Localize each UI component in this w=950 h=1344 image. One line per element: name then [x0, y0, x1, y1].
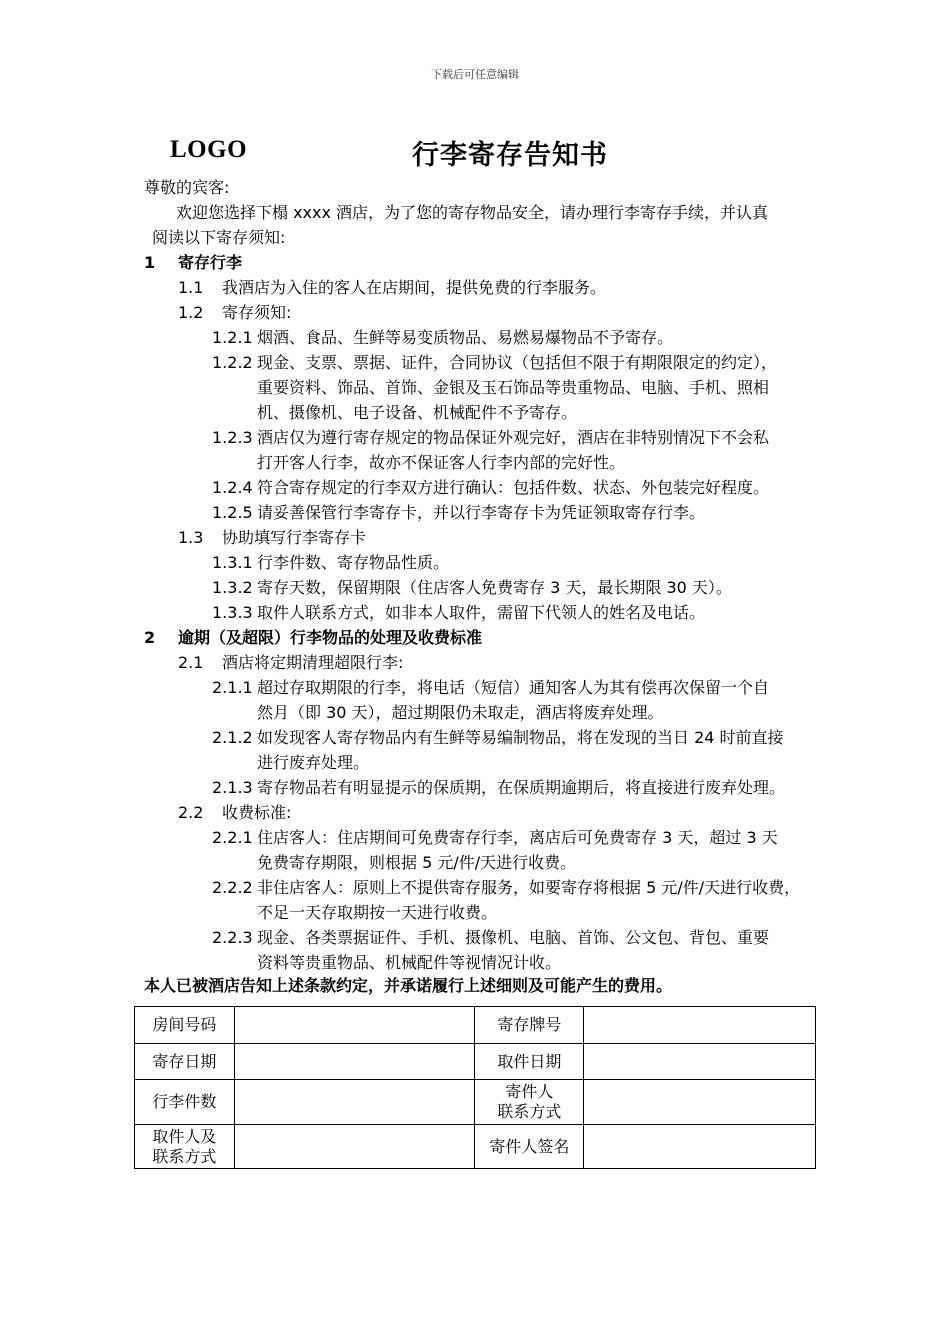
- clause-number: 2.2: [178, 803, 204, 822]
- table-row: [135, 1007, 816, 1044]
- clause-number: 1.1: [178, 278, 204, 297]
- section-1-title: 寄存行李: [178, 253, 243, 272]
- clause-text: 收费标准:: [222, 803, 292, 822]
- clause-number: 2.1.3: [212, 778, 253, 797]
- item-count-field[interactable]: [234, 1080, 475, 1125]
- clause-number: 1.3.3: [212, 603, 253, 622]
- clause-number: 2.1: [178, 653, 204, 672]
- clause-number: 2.1.2: [212, 728, 253, 747]
- tag-number-label: 寄存牌号: [475, 1007, 584, 1044]
- clause-text: 进行废弃处理。: [257, 753, 370, 772]
- clause-number: 1.2.2: [212, 353, 253, 372]
- deposit-form-table: [134, 1006, 816, 1169]
- deposit-date-label: 寄存日期: [135, 1044, 235, 1080]
- pickup-date-field[interactable]: [584, 1044, 816, 1080]
- intro-line-1: 欢迎您选择下榻 xxxx 酒店，为了您的寄存物品安全，请办理行李寄存手续，并认真: [176, 203, 769, 222]
- clause-text: 寄存天数，保留期限（住店客人免费寄存 3 天，最长期限 30 天）。: [257, 578, 732, 597]
- clause-text: 机、摄像机、电子设备、机械配件不予寄存。: [257, 403, 578, 422]
- clause-number: 1.2: [178, 303, 204, 322]
- clause-text: 协助填写行李寄存卡: [222, 528, 367, 547]
- pickup-person-label: [135, 1125, 235, 1169]
- clause-text: 不足一天存取期按一天进行收费。: [257, 903, 498, 922]
- clause-text: 现金、支票、票据、证件，合同协议（包括但不限于有期限限定的约定），: [257, 353, 778, 372]
- clause-text: 重要资料、饰品、首饰、金银及玉石饰品等贵重物品、电脑、手机、照相: [257, 378, 770, 397]
- logo-text: LOGO: [170, 136, 248, 163]
- section-2-title: 逾期（及超限）行李物品的处理及收费标准: [178, 628, 483, 647]
- clause-text: 非住店客人：原则上不提供寄存服务，如要寄存将根据 5 元/件/天进行收费，: [257, 878, 801, 897]
- depositor-contact-label-line-2: 联系方式: [497, 1102, 562, 1121]
- clause-text: 寄存物品若有明显提示的保质期，在保质期逾期后，将直接进行废弃处理。: [257, 778, 786, 797]
- clause-number: 2.2.3: [212, 928, 253, 947]
- depositor-signature-field[interactable]: [584, 1125, 816, 1169]
- clause-number: 2.1.1: [212, 678, 253, 697]
- clause-text: 酒店将定期清理超限行李:: [222, 653, 404, 672]
- clause-text: 请妥善保管行李寄存卡，并以行李寄存卡为凭证领取寄存行李。: [257, 503, 706, 522]
- clause-text: 如发现客人寄存物品内有生鲜等易编制物品，将在发现的当日 24 时前直接: [257, 728, 784, 747]
- clause-number: 1.2.4: [212, 478, 253, 497]
- clause-text: 寄存须知:: [222, 303, 292, 322]
- clause-text: 取件人联系方式，如非本人取件，需留下代领人的姓名及电话。: [257, 603, 706, 622]
- table-row: [135, 1125, 816, 1169]
- clause-text: 行李件数、寄存物品性质。: [257, 553, 450, 572]
- clause-text: 打开客人行李，故亦不保证客人行李内部的完好性。: [257, 453, 626, 472]
- section-1-number: 1: [144, 253, 156, 272]
- pickup-person-label-line-2: 联系方式: [152, 1146, 217, 1166]
- clause-number: 2.2.2: [212, 878, 253, 897]
- clause-text: 符合寄存规定的行李双方进行确认：包括件数、状态、外包装完好程度。: [257, 478, 770, 497]
- document-title: 行李寄存告知书: [412, 140, 608, 171]
- section-2-number: 2: [144, 628, 156, 647]
- clause-text: 然月（即 30 天），超过期限仍未取走，酒店将废弃处理。: [257, 703, 664, 722]
- pickup-person-field[interactable]: [234, 1125, 475, 1169]
- depositor-contact-label: [475, 1080, 584, 1125]
- clause-text: 我酒店为入住的客人在店期间，提供免费的行李服务。: [222, 278, 607, 297]
- depositor-contact-label-line-1: 寄件人: [505, 1082, 554, 1101]
- clause-number: 1.2.5: [212, 503, 253, 522]
- table-row: [135, 1044, 816, 1080]
- acknowledgement: 本人已被酒店告知上述条款约定，并承诺履行上述细则及可能产生的费用。: [144, 976, 673, 995]
- clause-text: 免费寄存期限，则根据 5 元/件/天进行收费。: [257, 853, 577, 872]
- depositor-signature-label: 寄件人签名: [475, 1125, 584, 1169]
- clause-text: 资料等贵重物品、机械配件等视情况计收。: [257, 953, 562, 972]
- greeting: 尊敬的宾客:: [144, 178, 230, 197]
- deposit-date-field[interactable]: [234, 1044, 475, 1080]
- intro-line-2: 阅读以下寄存须知:: [152, 228, 286, 247]
- clause-number: 1.2.1: [212, 328, 253, 347]
- item-count-label: 行李件数: [135, 1080, 235, 1125]
- clause-number: 2.2.1: [212, 828, 253, 847]
- room-number-label: 房间号码: [135, 1007, 235, 1044]
- clause-text: 烟酒、食品、生鲜等易变质物品、易燃易爆物品不予寄存。: [257, 328, 674, 347]
- tag-number-field[interactable]: [584, 1007, 816, 1044]
- clause-number: 1.3.2: [212, 578, 253, 597]
- clause-text: 酒店仅为遵行寄存规定的物品保证外观完好，酒店在非特别情况下不会私: [257, 428, 770, 447]
- pickup-person-label-line-1: 取件人及: [152, 1126, 217, 1146]
- clause-text: 住店客人：住店期间可免费寄存行李，离店后可免费寄存 3 天，超过 3 天: [257, 828, 778, 847]
- pickup-date-label: 取件日期: [475, 1044, 584, 1080]
- clause-number: 1.3: [178, 528, 204, 547]
- header-note: 下载后可任意编辑: [431, 68, 519, 81]
- depositor-contact-field[interactable]: [584, 1080, 816, 1125]
- clause-text: 现金、各类票据证件、手机、摄像机、电脑、首饰、公文包、背包、重要: [257, 928, 770, 947]
- clause-text: 超过存取期限的行李，将电话（短信）通知客人为其有偿再次保留一个自: [257, 678, 770, 697]
- room-number-field[interactable]: [234, 1007, 475, 1044]
- table-row: [135, 1080, 816, 1125]
- clause-number: 1.2.3: [212, 428, 253, 447]
- clause-number: 1.3.1: [212, 553, 253, 572]
